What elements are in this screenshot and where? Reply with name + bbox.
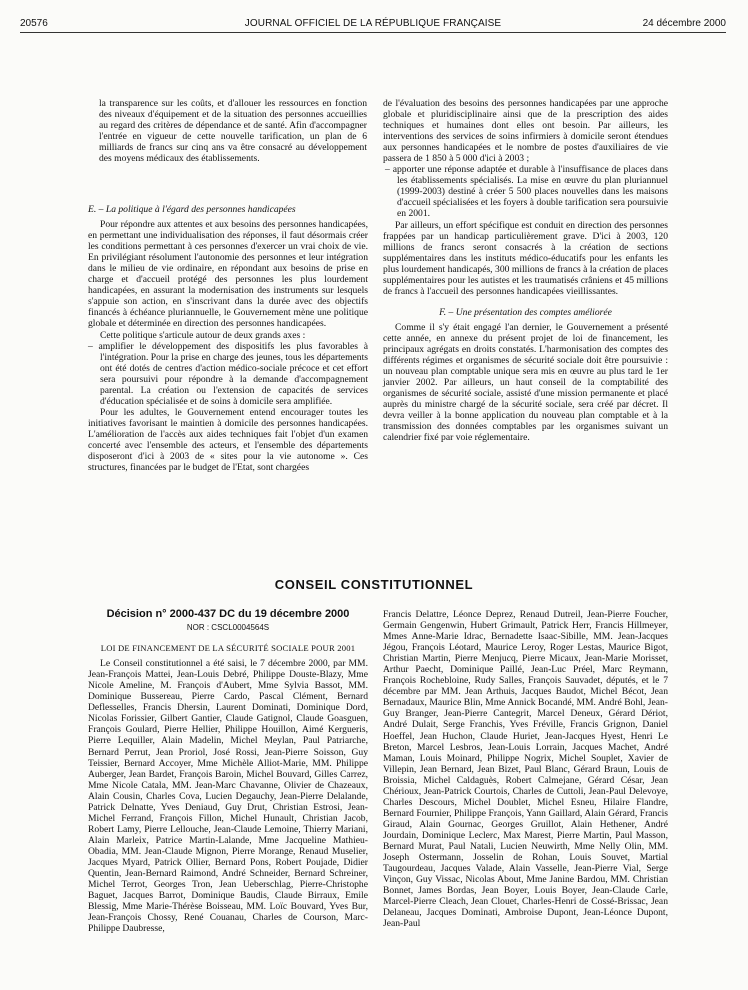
- section-e: [88, 198, 368, 473]
- paragraph: Par ailleurs, un effort spécifique est conduit en direction des personnes frappées par un handicap particulièrement grave. D'ici à 2003, 120 millions de francs seront consacrés à la création de sections supplémentaires dans les instituts médico-éducatifs pour les enfants les plus lourdement handicapés, 300 millions de francs à la création de places supplémentaires pour les autistes et les traumatisés crâniens et 45 millions de francs à l'accueil des personnes handicapées vieillissantes.: [383, 219, 668, 297]
- decision-right-column: [383, 609, 668, 929]
- paragraph: Comme il s'y était engagé l'an dernier, le Gouvernement a présenté cette année, en annexe du présent projet de loi de financement, les principaux agrégats en droits constatés. L'harmonisation des comptes des différents régimes et organismes de sécurité sociale doit être poursuivie : un nouveau plan comptable unique sera mis en œuvre au plus tard le 1er janvier 2002. Par ailleurs, un haut conseil de la comptabilité des organismes de sécurité sociale, assisté d'une mission permanente et placé auprès du ministre chargé de la sécurité sociale, sera créé par décret. Il devra veiller à la bonne application du nouveau plan comptable et à la transmission des données comptables par les organismes suivant un calendrier fixé par voie réglementaire.: [383, 321, 668, 444]
- top-right-column: [383, 98, 668, 443]
- continuation-paragraph: la transparence sur les coûts, et d'allouer les ressources en fonction des niveaux d'équipement et de la situation des personnes accueillies au regard des critères de dépendance et de santé. Afin d'accompagner l'entrée en vigueur de cette nouvelle tarification, un plan de 6 milliards de francs sur cinq ans va être consacré au développement des moyens médicaux des établissements.: [99, 98, 367, 165]
- page-header: [20, 18, 726, 32]
- decision-title: Décision n° 2000-437 DC du 19 décembre 2000: [106, 608, 350, 620]
- issue-date: 24 décembre 2000: [642, 18, 726, 29]
- dash-item: – amplifier le développement des dispositifs les plus favorables à l'intégration. Pour la prise en charge des jeunes, tous les départements ont été dotés de centres d'action médico-sociale précoce et cet effort sera poursuivi pour répondre à la demande d'accompagnement parental. La création ou l'extension de capacités de services d'éducation spécialisée et de soins à domicile sera amplifiée.: [88, 340, 368, 407]
- paragraph: Pour les adultes, le Gouvernement entend encourager toutes les initiatives favorisant le maintien à domicile des personnes handicapées. L'amélioration de l'accès aux aides techniques fait l'objet d'un examen concerté avec l'ensemble des acteurs, et l'ensemble des départements disposeront d'ici à 2003 de « sites pour la vie autonome ». Ces structures, financées par le budget de l'Etat, sont chargées: [88, 406, 368, 474]
- paragraph: Francis Delattre, Léonce Deprez, Renaud Dutreil, Jean-Pierre Foucher, Germain Gengenwin, Hubert Grimault, Patrick Herr, Francis Hillmeyer, Mmes Anne-Marie Idrac, Bernadette Isaac-Sibille, MM. Jean-Jacques Jégou, François Léotard, Maurice Leroy, Roger Lestas, Maurice Bigot, Christian Martin, Pierre Menjucq, Pierre Micaux, Jean-Marie Morisset, Arthur Paecht, Dominique Paillé, Jean-Luc Préel, Marc Reymann, François Rochebloine, Rudy Salles, François Sauvadet, députés, et le 7 décembre par MM. Jean Arthuis, Jacques Baudot, Michel Bécot, Jean Bernadaux, Maurice Blin, Mme Annick Bocandé, MM. André Bohl, Jean-Guy Branger, Jean-Pierre Cantegrit, Marcel Deneux, Gérard Dériot, André Dulait, Serge Franchis, Yves Fréville, Francis Grignon, Daniel Hoeffel, Jean Huchon, Claude Huriet, Jean-Jacques Hyest, Henri Le Breton, Marcel Lesbros, Jean-Louis Lorrain, Jacques Machet, André Maman, Louis Moinard, Philippe Nogrix, Michel Souplet, Xavier de Villepin, Jean Bernard, Jean Bizet, Paul Blanc, Gérard Braun, Louis de Broissia, Michel Caldaguès, Robert Calmejane, Gérard César, Jean Chérioux, Jean-Patrick Courtois, Charles de Cuttoli, Jean-Paul Delevoye, Charles Descours, Michel Doublet, Michel Esneu, Hilaire Flandre, Bernard Fournier, Philippe François, Yann Gaillard, Alain Gérard, Francis Giraud, Alain Gournac, Georges Gruillot, Alain Hethener, André Jourdain, Dominique Leclerc, Max Marest, Pierre Martin, Paul Masson, Bernard Murat, Paul Natali, Lucien Neuwirth, Mme Nelly Olin, MM. Joseph Ostermann, Josselin de Rohan, Louis Souvet, Martial Taugourdeau, Jacques Valade, Alain Vasselle, Jean-Pierre Vial, Serge Vinçon, Guy Vissac, Nicolas About, Mme Janine Bardou, MM. Christian Bonnet, James Bordas, Jean Boyer, Louis Boyer, Jean-Claude Carle, Marcel-Pierre Cleach, Jean Clouet, Charles-Henri de Cossé-Brissac, Jean Delaneau, Jacques Dominati, Ambroise Dupont, Jean-Léonce Dupont, Jean-Paul: [383, 609, 668, 930]
- paragraph: de l'évaluation des besoins des personnes handicapées par une approche globale et pluridisciplinaire ainsi que de la prescription des aides techniques et humaines dont elles ont besoin. Par ailleurs, les interventions des services de soins infirmiers à domicile seront étendues aux personnes handicapées et le nombre de postes d'auxiliaires de vie passera de 1 850 à 5 000 d'ici à 2003 ;: [383, 98, 668, 165]
- nor-reference: NOR : CSCL0004564S: [186, 623, 270, 633]
- section-f-title: F. – Une présentation des comptes améliorée: [439, 306, 612, 318]
- header-rule: [20, 32, 726, 33]
- paragraph: Pour répondre aux attentes et aux besoins des personnes handicapées, en permettant une individualisation des réponses, il faut désormais créer les conditions permettant à ces personnes d'exercer un vrai choix de vie. En privilégiant résolument l'autonomie des personnes et leur intégration dans le milieu de vie ordinaire, en répondant aux besoins de prise en charge et d'accueil protégé des personnes les plus lourdement handicapées, en assurant la modernisation des instruments sur lesquels s'appuie son action, en s'inscrivant dans la durée avec des objectifs financés à échéance pluriannuelle, le Gouvernement mène une politique globale et déterminée en direction des personnes handicapées.: [88, 219, 368, 330]
- decision-left-column: [88, 609, 368, 934]
- paragraph: Cette politique s'articule autour de deux grands axes :: [100, 329, 306, 341]
- law-title: LOI DE FINANCEMENT DE LA SÉCURITÉ SOCIALE POUR 2001: [100, 643, 356, 654]
- paragraph: Le Conseil constitutionnel a été saisi, le 7 décembre 2000, par MM. Jean-François Mattei, Jean-Louis Debré, Philippe Douste-Blazy, Mme Nicole Ameline, M. François d'Aubert, Mme Sylvia Bassot, MM. Dominique Bussereau, Pierre Cardo, Pascal Clément, Bernard Deflesselles, Francis Dhersin, Laurent Dominati, Dominique Dord, Nicolas Forissier, Gilbert Gantier, Claude Gatignol, Claude Goasguen, François Goulard, Pierre Hellier, Philippe Houillon, Aimé Kergueris, Pierre Lequiller, Alain Madelin, Michel Meylan, Paul Patriarche, Bernard Perrut, Jean Proriol, José Rossi, Jean-Pierre Soisson, Guy Teissier, Bernard Accoyer, Mme Michèle Alliot-Marie, MM. Philippe Auberger, Jean Bardet, François Baroin, Michel Bouvard, Gilles Carrez, Mme Nicole Catala, MM. Jean-Marc Chavanne, Olivier de Chazeaux, Alain Cousin, Charles Cova, Lucien Degauchy, Jean-Pierre Delalande, Patrick Delnatte, Yves Deniaud, Guy Drut, Christian Estrosi, Jean-Michel Ferrand, François Fillon, Michel Hunault, Christian Jacob, Robert Lamy, Pierre Lellouche, Jean-Claude Lemoine, Thierry Mariani, Alain Marleix, Patrice Martin-Lalande, Mme Jacqueline Mathieu-Obadia, MM. Jean-Claude Mignon, Pierre Morange, Renaud Muselier, Jacques Myard, Patrick Ollier, Bernard Pons, Robert Poujade, Didier Quentin, Jean-Bernard Raimond, André Schneider, Bernard Schreiner, Michel Terrot, Georges Tron, Jean Ueberschlag, Pierre-Christophe Baguet, Jacques Barrot, Dominique Baudis, Claude Birraux, Emile Blessig, Mme Marie-Thérèse Boisseau, MM. Loïc Bouvard, Yves Bur, Jean-François Chossy, René Couanau, Charles de Courson, Marc-Philippe Daubresse,: [88, 658, 368, 935]
- dash-item: – apporter une réponse adaptée et durable à l'insuffisance de places dans les établissements spécialisés. La mise en œuvre du plan pluriannuel (1999-2003) destiné à créer 5 500 places nouvelles dans les maisons d'accueil spécialisées et les foyers à double tarification sera poursuivie en 2001.: [385, 164, 668, 220]
- page-number: 20576: [20, 18, 48, 29]
- section-e-title: E. – La politique à l'égard des personnes handicapées: [88, 204, 296, 215]
- section-banner-title: CONSEIL CONSTITUTIONNEL: [274, 577, 474, 592]
- top-left-column: [99, 98, 367, 164]
- journal-title: JOURNAL OFFICIEL DE LA RÉPUBLIQUE FRANÇAISE: [244, 18, 502, 29]
